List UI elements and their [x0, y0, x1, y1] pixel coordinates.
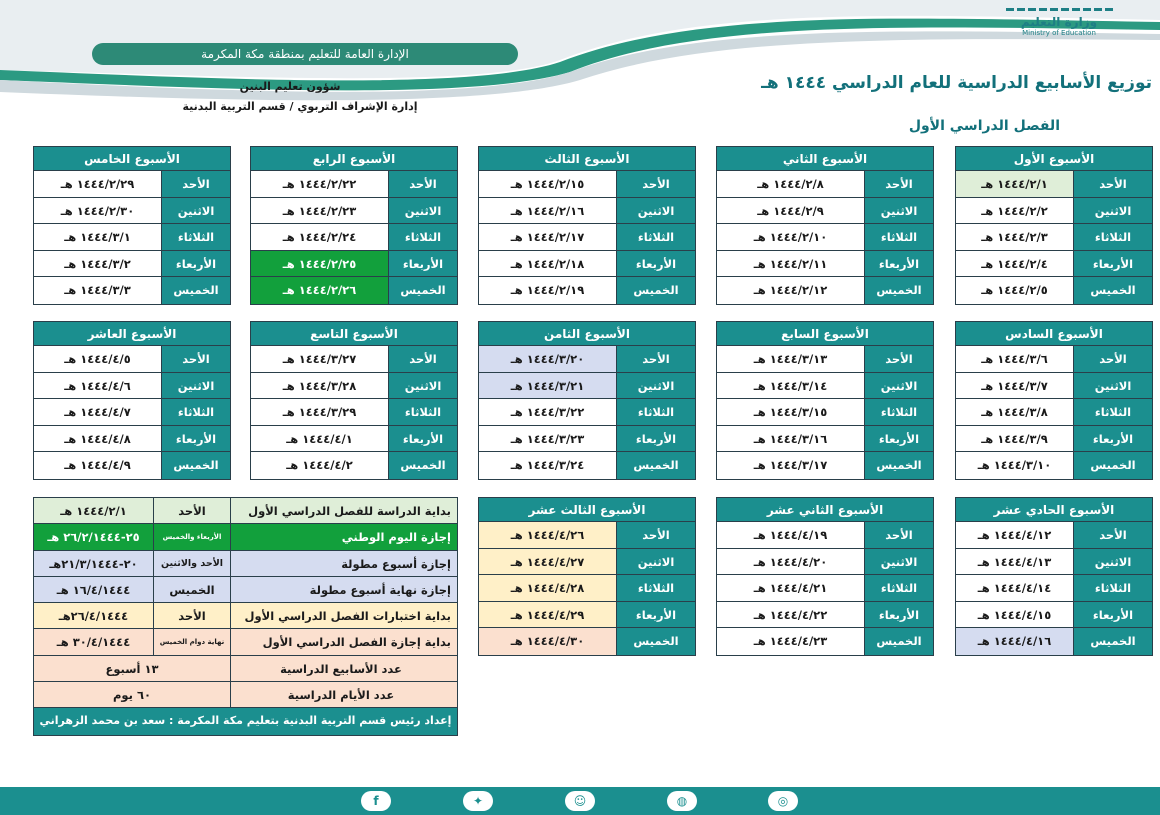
table-row: [479, 277, 695, 304]
summary-row: [34, 551, 457, 577]
week-date: ١٤٤٤/٢/١٦ هـ: [479, 198, 617, 224]
table-row: [251, 198, 457, 225]
week-day: الاثنين: [617, 198, 695, 224]
week-day: الاثنين: [617, 373, 695, 399]
table-row: [251, 277, 457, 304]
week-day: الخميس: [1074, 277, 1152, 304]
summary-row: [34, 577, 457, 603]
summary-day: الأحد: [154, 498, 231, 523]
table-row: [956, 277, 1152, 304]
week-date: ١٤٤٤/٤/٢٠ هـ: [717, 549, 865, 575]
ministry-logo: [984, 8, 1134, 37]
week-date: ١٤٤٤/٣/٦ هـ: [956, 346, 1074, 372]
table-row: [34, 224, 230, 251]
table-row: [251, 251, 457, 278]
week-day: الثلاثاء: [389, 399, 457, 425]
days-count-value: ٦٠ يوم: [34, 682, 231, 707]
week-day: الأحد: [389, 171, 457, 197]
week-date: ١٤٤٤/٤/١٤ هـ: [956, 575, 1074, 601]
page-title: توزيع الأسابيع الدراسية للعام الدراسي ١٤٤٤ هـ: [761, 73, 1152, 93]
week-table-6: [955, 321, 1153, 480]
week-date: ١٤٤٤/٢/٩ هـ: [717, 198, 865, 224]
week-date: ١٤٤٤/٢/١٠ هـ: [717, 224, 865, 250]
footer-bar: [0, 787, 1160, 815]
table-row: [34, 399, 230, 426]
week-date: ١٤٤٤/٤/٢٧ هـ: [479, 549, 617, 575]
table-row: [479, 602, 695, 629]
week-day: الثلاثاء: [162, 399, 230, 425]
table-row: [717, 346, 933, 373]
week-day: الخميس: [617, 628, 695, 655]
week-date: ١٤٤٤/٢/١٢ هـ: [717, 277, 865, 304]
week-day: الاثنين: [865, 549, 933, 575]
week-title: الأسبوع الثالث: [479, 147, 695, 171]
week-date: ١٤٤٤/٣/١٣ هـ: [717, 346, 865, 372]
table-row: [34, 171, 230, 198]
summary-day: نهاية دوام الخميس: [154, 629, 231, 654]
table-row: [717, 277, 933, 304]
summary-day: الأحد والاثنين: [154, 551, 231, 576]
summary-row: [34, 656, 457, 682]
week-day: الاثنين: [389, 373, 457, 399]
table-row: [251, 346, 457, 373]
table-row: [956, 602, 1152, 629]
week-day: الخميس: [865, 452, 933, 479]
summary-label: بداية اختبارات الفصل الدراسي الأول: [244, 609, 451, 624]
week-date: ١٤٤٤/٤/٢١ هـ: [717, 575, 865, 601]
week-day: الأربعاء: [865, 251, 933, 277]
week-date: ١٤٤٤/٣/١٠ هـ: [956, 452, 1074, 479]
week-day: الاثنين: [162, 198, 230, 224]
table-row: [479, 251, 695, 278]
summary-row: [34, 682, 457, 708]
summary-table: [33, 497, 458, 736]
week-date: ١٤٤٤/٢/٢٢ هـ: [251, 171, 389, 197]
table-row: [956, 171, 1152, 198]
week-day: الأحد: [865, 522, 933, 548]
week-date: ١٤٤٤/٢/١٧ هـ: [479, 224, 617, 250]
week-date: ١٤٤٤/٢/٢٦ هـ: [251, 277, 389, 304]
summary-label: بداية إجازة الفصل الدراسي الأول: [262, 635, 451, 650]
week-table-3: [478, 146, 696, 305]
table-row: [479, 452, 695, 479]
week-table-10: [33, 321, 231, 480]
week-date: ١٤٤٤/٤/٩ هـ: [34, 452, 162, 479]
week-date: ١٤٤٤/٣/٩ هـ: [956, 426, 1074, 452]
week-date: ١٤٤٤/٤/٢٢ هـ: [717, 602, 865, 628]
week-day: الثلاثاء: [617, 399, 695, 425]
week-day: الثلاثاء: [389, 224, 457, 250]
summary-day: الأحد: [154, 603, 231, 628]
week-date: ١٤٤٤/٢/٤ هـ: [956, 251, 1074, 277]
prepared-by: إعداد رئيس قسم التربية البدنية بتعليم مكة المكرمة : سعد بن محمد الزهراني: [34, 708, 457, 735]
week-day: الأربعاء: [1074, 602, 1152, 628]
week-table-7: [716, 321, 934, 480]
days-count-label: عدد الأيام الدراسية: [287, 688, 395, 703]
week-title: الأسبوع الأول: [956, 147, 1152, 171]
week-date: ١٤٤٤/٣/٢٨ هـ: [251, 373, 389, 399]
summary-day: الأربعاء والخميس: [154, 524, 231, 549]
week-day: الأحد: [617, 346, 695, 372]
week-day: الثلاثاء: [617, 575, 695, 601]
table-row: [479, 426, 695, 453]
week-day: الخميس: [1074, 628, 1152, 655]
table-row: [717, 171, 933, 198]
week-day: الاثنين: [389, 198, 457, 224]
week-date: ١٤٤٤/٢/١٨ هـ: [479, 251, 617, 277]
table-row: [717, 549, 933, 576]
week-date: ١٤٤٤/٤/١٦ هـ: [956, 628, 1074, 655]
table-row: [717, 602, 933, 629]
week-date: ١٤٤٤/٣/٣ هـ: [34, 277, 162, 304]
week-day: الخميس: [617, 277, 695, 304]
week-day: الاثنين: [617, 549, 695, 575]
table-row: [34, 346, 230, 373]
table-row: [717, 251, 933, 278]
week-day: الأحد: [865, 346, 933, 372]
week-day: الأحد: [389, 346, 457, 372]
week-date: ١٤٤٤/٤/٢٨ هـ: [479, 575, 617, 601]
week-day: الاثنين: [865, 198, 933, 224]
week-date: ١٤٤٤/٤/٥ هـ: [34, 346, 162, 372]
week-day: الثلاثاء: [865, 575, 933, 601]
weeks-count-label: عدد الأسابيع الدراسية: [280, 661, 402, 676]
table-row: [479, 198, 695, 225]
summary-label: إجازة نهاية أسبوع مطولة: [309, 582, 451, 597]
week-day: الأربعاء: [389, 251, 457, 277]
week-day: الثلاثاء: [865, 399, 933, 425]
table-row: [956, 373, 1152, 400]
week-date: ١٤٤٤/٢/٣٠ هـ: [34, 198, 162, 224]
week-table-11: [955, 497, 1153, 656]
week-title: الأسبوع الرابع: [251, 147, 457, 171]
week-date: ١٤٤٤/٣/٢٢ هـ: [479, 399, 617, 425]
table-row: [717, 575, 933, 602]
affairs-label: شؤون تعليم البنين: [239, 80, 341, 93]
week-date: ١٤٤٤/٣/٢٧ هـ: [251, 346, 389, 372]
directorate-banner: الإدارة العامة للتعليم بمنطقة مكة المكرمة: [92, 43, 518, 65]
summary-row: [34, 498, 457, 524]
table-row: [479, 399, 695, 426]
table-row: [717, 426, 933, 453]
week-day: الأربعاء: [1074, 426, 1152, 452]
week-day: الثلاثاء: [617, 224, 695, 250]
table-row: [34, 251, 230, 278]
table-row: [956, 198, 1152, 225]
summary-date: ٢٠-٢١/٣/١٤٤٤هـ: [34, 551, 154, 576]
week-date: ١٤٤٤/٤/٧ هـ: [34, 399, 162, 425]
week-date: ١٤٤٤/٣/٧ هـ: [956, 373, 1074, 399]
week-date: ١٤٤٤/٣/٢٩ هـ: [251, 399, 389, 425]
week-date: ١٤٤٤/٣/٢٤ هـ: [479, 452, 617, 479]
week-day: الخميس: [865, 628, 933, 655]
week-title: الأسبوع الخامس: [34, 147, 230, 171]
week-title: الأسبوع الحادي عشر: [956, 498, 1152, 522]
week-day: الثلاثاء: [865, 224, 933, 250]
summary-day: الخميس: [154, 577, 231, 602]
week-day: الثلاثاء: [1074, 224, 1152, 250]
week-day: الخميس: [162, 277, 230, 304]
summary-row: [34, 629, 457, 655]
table-row: [956, 426, 1152, 453]
table-row: [717, 198, 933, 225]
week-table-12: [716, 497, 934, 656]
week-day: الأربعاء: [1074, 251, 1152, 277]
week-day: الاثنين: [865, 373, 933, 399]
week-day: الخميس: [389, 277, 457, 304]
table-row: [717, 452, 933, 479]
table-row: [717, 628, 933, 655]
table-row: [956, 251, 1152, 278]
week-day: الخميس: [865, 277, 933, 304]
week-date: ١٤٤٤/٢/٣ هـ: [956, 224, 1074, 250]
table-row: [956, 575, 1152, 602]
logo-mark: [984, 8, 1134, 11]
week-title: الأسبوع السادس: [956, 322, 1152, 346]
table-row: [251, 171, 457, 198]
website-icon[interactable]: ◍: [667, 791, 697, 811]
week-date: ١٤٤٤/٣/١ هـ: [34, 224, 162, 250]
table-row: [479, 224, 695, 251]
week-day: الأربعاء: [865, 426, 933, 452]
week-table-1: [955, 146, 1153, 305]
table-row: [479, 171, 695, 198]
week-day: الثلاثاء: [1074, 575, 1152, 601]
table-row: [34, 198, 230, 225]
week-date: ١٤٤٤/٤/١٥ هـ: [956, 602, 1074, 628]
week-date: ١٤٤٤/٢/٢٤ هـ: [251, 224, 389, 250]
week-date: ١٤٤٤/٣/٢ هـ: [34, 251, 162, 277]
week-day: الأحد: [617, 522, 695, 548]
week-day: الأربعاء: [617, 602, 695, 628]
week-day: الأربعاء: [617, 251, 695, 277]
summary-date: ١٦/٤/١٤٤٤ هـ: [34, 577, 154, 602]
week-date: ١٤٤٤/٤/١٢ هـ: [956, 522, 1074, 548]
week-date: ١٤٤٤/٣/١٦ هـ: [717, 426, 865, 452]
department-label: إدارة الإشراف التربوي / قسم التربية البدنية: [182, 100, 418, 113]
table-row: [251, 399, 457, 426]
week-date: ١٤٤٤/٤/٦ هـ: [34, 373, 162, 399]
week-date: ١٤٤٤/٤/١٩ هـ: [717, 522, 865, 548]
table-row: [34, 373, 230, 400]
week-table-9: [250, 321, 458, 480]
table-row: [956, 628, 1152, 655]
week-date: ١٤٤٤/٢/١ هـ: [956, 171, 1074, 197]
week-day: الأحد: [617, 171, 695, 197]
week-date: ١٤٤٤/٤/١٣ هـ: [956, 549, 1074, 575]
summary-label: إجازة اليوم الوطني: [341, 530, 451, 545]
week-date: ١٤٤٤/٤/٣٠ هـ: [479, 628, 617, 655]
table-row: [479, 575, 695, 602]
twitter-icon[interactable]: ✦: [463, 791, 493, 811]
table-row: [479, 373, 695, 400]
week-date: ١٤٤٤/٢/٨ هـ: [717, 171, 865, 197]
table-row: [34, 426, 230, 453]
summary-date: ٣٠/٤/١٤٤٤ هـ: [34, 629, 154, 654]
table-row: [956, 224, 1152, 251]
summary-row: [34, 603, 457, 629]
summary-date: ٢٥-٢٦/٢/١٤٤٤ هـ: [34, 524, 154, 549]
week-date: ١٤٤٤/٣/١٧ هـ: [717, 452, 865, 479]
table-row: [479, 549, 695, 576]
week-date: ١٤٤٤/٢/١٥ هـ: [479, 171, 617, 197]
table-row: [479, 346, 695, 373]
week-day: الثلاثاء: [162, 224, 230, 250]
table-row: [956, 452, 1152, 479]
instagram-icon[interactable]: ◎: [768, 791, 798, 811]
week-date: ١٤٤٤/٢/٢٣ هـ: [251, 198, 389, 224]
ministry-name-ar: وزارة التعليم: [1020, 15, 1098, 29]
week-date: ١٤٤٤/٣/١٥ هـ: [717, 399, 865, 425]
week-date: ١٤٤٤/٤/٢٦ هـ: [479, 522, 617, 548]
week-title: الأسبوع الثاني عشر: [717, 498, 933, 522]
week-day: الأحد: [1074, 171, 1152, 197]
week-date: ١٤٤٤/٣/٢٣ هـ: [479, 426, 617, 452]
table-row: [251, 224, 457, 251]
week-day: الأربعاء: [617, 426, 695, 452]
table-row: [956, 346, 1152, 373]
week-date: ١٤٤٤/٢/٢٥ هـ: [251, 251, 389, 277]
table-row: [717, 399, 933, 426]
week-date: ١٤٤٤/٤/٢٣ هـ: [717, 628, 865, 655]
table-row: [479, 628, 695, 655]
week-date: ١٤٤٤/٢/١١ هـ: [717, 251, 865, 277]
ministry-name-en: Ministry of Education: [1022, 29, 1096, 37]
week-day: الخميس: [162, 452, 230, 479]
table-row: [956, 549, 1152, 576]
week-day: الاثنين: [1074, 198, 1152, 224]
week-day: الخميس: [617, 452, 695, 479]
summary-date: ١٤٤٤/٢/١ هـ: [34, 498, 154, 523]
snapchat-icon[interactable]: ☺: [565, 791, 595, 811]
week-date: ١٤٤٤/٣/١٤ هـ: [717, 373, 865, 399]
table-row: [956, 399, 1152, 426]
week-date: ١٤٤٤/٤/١ هـ: [251, 426, 389, 452]
week-table-13: [478, 497, 696, 656]
week-title: الأسبوع السابع: [717, 322, 933, 346]
week-table-5: [33, 146, 231, 305]
table-row: [717, 224, 933, 251]
table-row: [956, 522, 1152, 549]
week-title: الأسبوع العاشر: [34, 322, 230, 346]
summary-row: [34, 524, 457, 550]
week-title: الأسبوع الثاني: [717, 147, 933, 171]
week-title: الأسبوع التاسع: [251, 322, 457, 346]
week-day: الاثنين: [162, 373, 230, 399]
week-table-8: [478, 321, 696, 480]
week-date: ١٤٤٤/٢/١٩ هـ: [479, 277, 617, 304]
week-date: ١٤٤٤/٣/٢١ هـ: [479, 373, 617, 399]
table-row: [251, 426, 457, 453]
week-date: ١٤٤٤/٢/٢٩ هـ: [34, 171, 162, 197]
week-date: ١٤٤٤/٢/٥ هـ: [956, 277, 1074, 304]
summary-label: بداية الدراسة للفصل الدراسي الأول: [248, 504, 451, 518]
week-table-4: [250, 146, 458, 305]
table-row: [34, 452, 230, 479]
week-day: الاثنين: [1074, 373, 1152, 399]
week-day: الأحد: [1074, 346, 1152, 372]
table-row: [34, 277, 230, 304]
table-row: [251, 373, 457, 400]
week-title: الأسبوع الثامن: [479, 322, 695, 346]
week-day: الخميس: [389, 452, 457, 479]
semester-title: الفصل الدراسي الأول: [908, 118, 1060, 134]
week-title: الأسبوع الثالث عشر: [479, 498, 695, 522]
week-day: الخميس: [1074, 452, 1152, 479]
week-date: ١٤٤٤/٣/٢٠ هـ: [479, 346, 617, 372]
table-row: [717, 373, 933, 400]
table-row: [251, 452, 457, 479]
table-row: [717, 522, 933, 549]
week-day: الأربعاء: [162, 426, 230, 452]
week-date: ١٤٤٤/٤/٢٩ هـ: [479, 602, 617, 628]
week-day: الأربعاء: [865, 602, 933, 628]
week-day: الاثنين: [1074, 549, 1152, 575]
week-table-2: [716, 146, 934, 305]
week-day: الأحد: [1074, 522, 1152, 548]
week-day: الثلاثاء: [1074, 399, 1152, 425]
week-date: ١٤٤٤/٢/٢ هـ: [956, 198, 1074, 224]
week-day: الأربعاء: [162, 251, 230, 277]
summary-date: ٢٦/٤/١٤٤٤هـ: [34, 603, 154, 628]
week-day: الأحد: [162, 346, 230, 372]
week-day: الأحد: [162, 171, 230, 197]
week-date: ١٤٤٤/٣/٨ هـ: [956, 399, 1074, 425]
week-day: الأربعاء: [389, 426, 457, 452]
summary-label: إجازة أسبوع مطولة: [341, 556, 451, 571]
facebook-icon[interactable]: f: [361, 791, 391, 811]
table-row: [479, 522, 695, 549]
weeks-count-value: ١٣ أسبوع: [34, 656, 231, 681]
week-date: ١٤٤٤/٤/٨ هـ: [34, 426, 162, 452]
week-day: الأحد: [865, 171, 933, 197]
week-date: ١٤٤٤/٤/٢ هـ: [251, 452, 389, 479]
